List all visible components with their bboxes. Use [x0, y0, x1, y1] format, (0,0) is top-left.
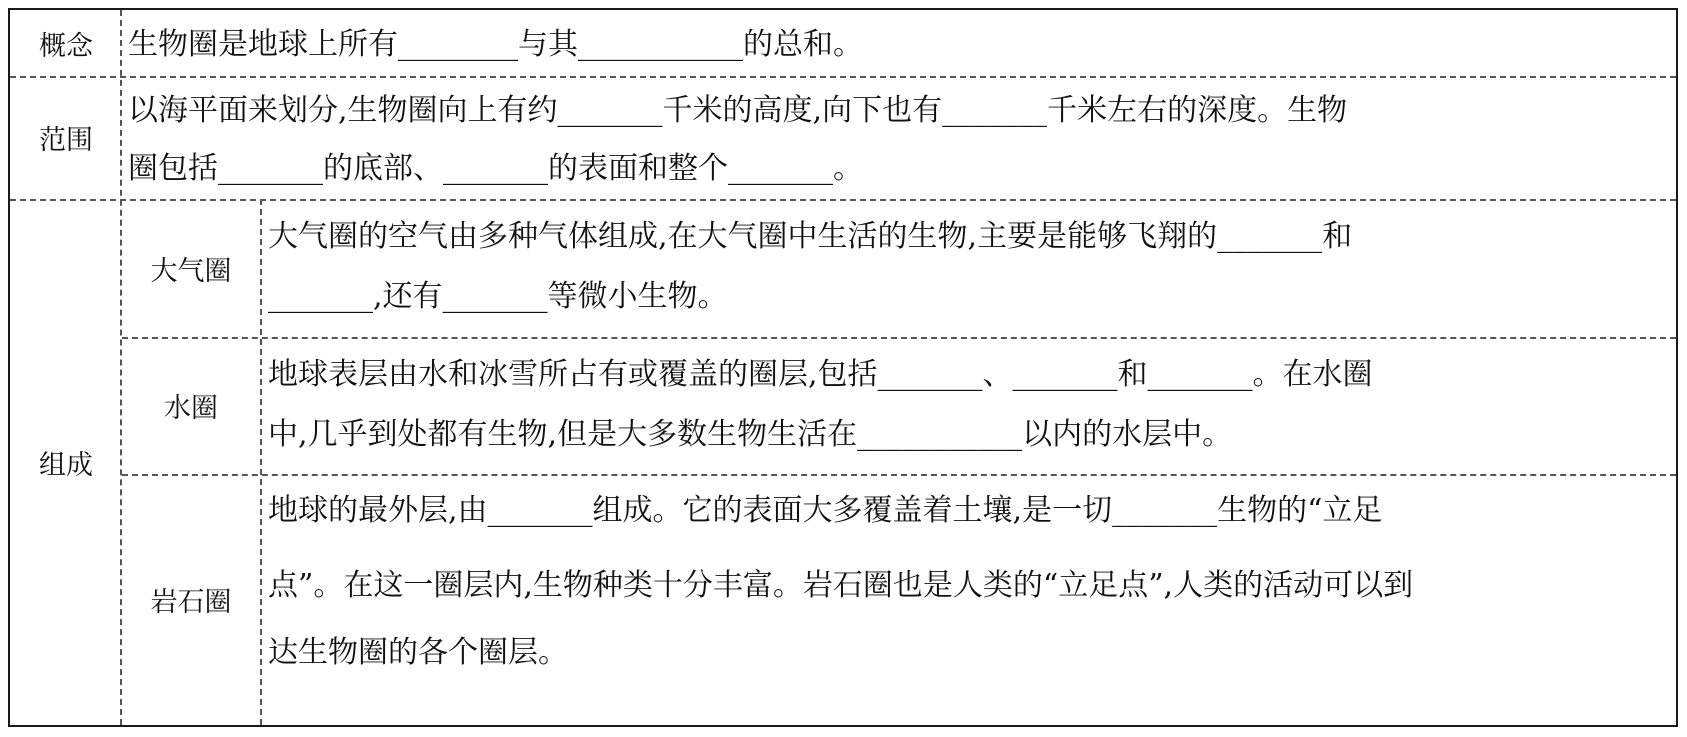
hydrosphere-text-line-2: 中,几乎到处都有生物,但是大多数生物生活在___________以内的水层中。 [268, 417, 1233, 452]
lithosphere-label: 岩石圈 [150, 587, 232, 618]
range-text-line-2: 圈包括_______的底部、_______的表面和整个_______。 [128, 151, 863, 186]
concept-text: 生物圈是地球上所有________与其___________的总和。 [128, 27, 863, 62]
row-divider-concept [10, 76, 1676, 78]
atmosphere-text-line-2: _______,还有_______等微小生物。 [268, 279, 728, 314]
row-divider-atmosphere [122, 337, 1676, 339]
lithosphere-text-line-3: 达生物圈的各个圈层。 [268, 635, 568, 670]
composition-label: 组成 [39, 449, 93, 481]
hydrosphere-label: 水圈 [164, 393, 218, 424]
knowledge-table [8, 8, 1678, 727]
hydrosphere-text-line-1: 地球表层由水和冰雪所占有或覆盖的圈层,包括_______、_______和_______。在水圈 [268, 357, 1373, 392]
lithosphere-text-line-2: 点”。在这一圈层内,生物种类十分丰富。岩石圈也是人类的“立足点”,人类的活动可以到 [268, 568, 1414, 603]
range-text-line-1: 以海平面来划分,生物圈向上有约_______千米的高度,向下也有_______千米左右的深度。生物 [128, 93, 1348, 128]
sub-column-divider [260, 199, 262, 725]
lithosphere-text-line-1: 地球的最外层,由_______组成。它的表面大多覆盖着土壤,是一切_______生物的“立足 [268, 493, 1383, 528]
atmosphere-label: 大气圈 [150, 255, 232, 287]
concept-label: 概念 [39, 30, 93, 62]
range-label: 范围 [39, 125, 93, 156]
atmosphere-text-line-1: 大气圈的空气由多种气体组成,在大气圈中生活的生物,主要是能够飞翔的_______和 [268, 219, 1353, 254]
row-divider-hydrosphere [122, 474, 1676, 476]
